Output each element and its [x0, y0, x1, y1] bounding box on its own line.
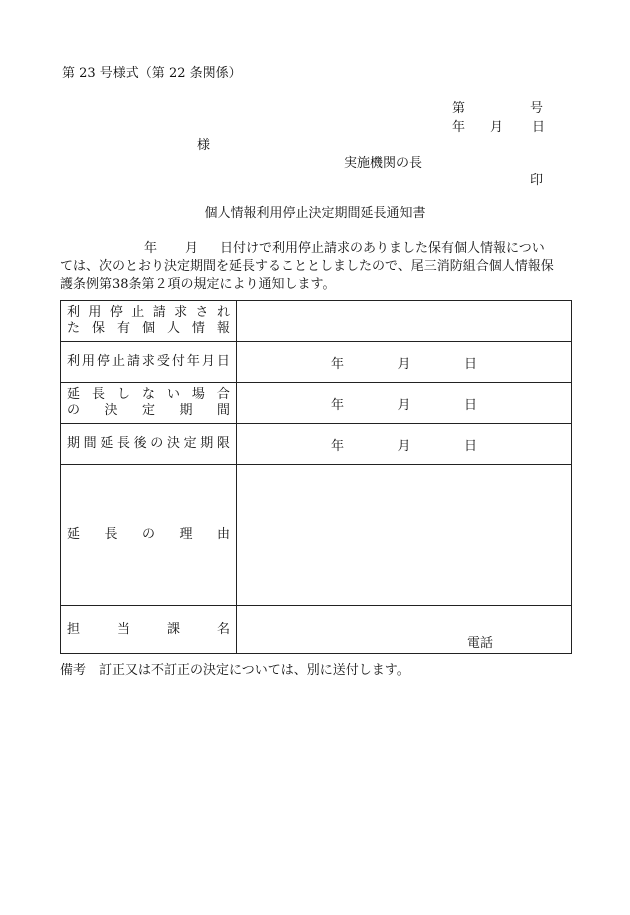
row-label-char: 延 — [100, 436, 114, 451]
row-label-char: 求 — [141, 354, 155, 369]
row-value — [237, 606, 572, 654]
date-unit-tsuki: 月 — [397, 438, 411, 454]
row-label-char: 求 — [174, 305, 188, 320]
row-label — [61, 606, 237, 654]
row-label-char: さ — [195, 305, 209, 320]
row-label-char: 利 — [67, 354, 81, 369]
row-label-char: 理 — [179, 527, 193, 542]
row-label-char: 長 — [104, 527, 118, 542]
body-year: 年 — [144, 241, 158, 256]
row-label-char: 定 — [141, 403, 155, 418]
row-label-char: 止 — [131, 305, 145, 320]
row-extended-deadline — [61, 424, 572, 465]
row-label-char: し — [116, 387, 130, 402]
row-label-char: 長 — [116, 436, 130, 451]
date-placeholder — [237, 394, 571, 413]
row-label-line — [67, 354, 230, 370]
row-label-char: 月 — [201, 354, 215, 369]
row-label-char: 用 — [88, 305, 102, 320]
row-label-line — [67, 305, 230, 321]
row-standard-period — [61, 383, 572, 424]
row-label-line — [67, 387, 230, 403]
row-label-char: 定 — [183, 436, 197, 451]
body-line-1-text: 日付けで利用停止請求のありました保有個人情報につい — [220, 241, 545, 256]
row-label-char: 限 — [216, 436, 230, 451]
date-placeholder — [237, 353, 571, 372]
date-unit-tsuki: 月 — [397, 356, 411, 372]
body-line-2: ては、次のとおり決定期間を延長することとしましたので、尾三消防組合個人情報保 — [60, 259, 554, 274]
row-label — [61, 383, 237, 424]
date-placeholder — [237, 435, 571, 454]
row-label-char: 停 — [96, 354, 110, 369]
row-label-line — [67, 622, 230, 638]
row-label-char: 個 — [141, 321, 155, 336]
row-value — [237, 424, 572, 465]
row-label-char: 長 — [91, 387, 105, 402]
issue-number-suffix: 号 — [530, 101, 544, 116]
issue-date-year: 年 — [452, 120, 466, 135]
row-label-char: 人 — [166, 321, 180, 336]
remarks-note: 備考 訂正又は不訂正の決定については、別に送付します。 — [60, 663, 410, 678]
date-unit-tsuki: 月 — [397, 397, 411, 413]
row-label — [61, 342, 237, 383]
row-label-char: 止 — [111, 354, 125, 369]
row-label-char: 延 — [67, 527, 81, 542]
row-responsible-section — [61, 606, 572, 654]
row-label-line — [67, 321, 230, 337]
row-label-char: 間 — [83, 436, 97, 451]
row-label-char: 付 — [171, 354, 185, 369]
row-label-char: 停 — [109, 305, 123, 320]
date-unit-hi: 日 — [463, 438, 477, 454]
row-label-line — [67, 527, 230, 543]
row-label-char: た — [67, 321, 81, 336]
row-label-char: 報 — [216, 321, 230, 336]
row-label-char: な — [141, 387, 155, 402]
row-label-char: 名 — [216, 621, 230, 637]
row-label-char: 合 — [216, 387, 230, 402]
body-line-1 — [60, 240, 576, 258]
row-label-char: 後 — [133, 436, 147, 451]
row-label-char: 保 — [91, 321, 105, 336]
row-label-char: 課 — [166, 621, 180, 637]
row-label-char: 期 — [200, 436, 214, 451]
row-label-char: 情 — [191, 321, 205, 336]
row-label-char: 利 — [67, 305, 81, 320]
form-number-title: 第 23 号様式（第 22 条関係） — [62, 66, 242, 81]
issue-date-month: 月 — [490, 120, 504, 135]
row-target-info — [61, 301, 572, 342]
notice-body — [60, 240, 576, 294]
issuing-organization-head: 実施機関の長 — [344, 156, 423, 171]
row-label-char: 延 — [67, 387, 81, 402]
row-label-char: れ — [216, 305, 230, 320]
row-label-char: の — [150, 436, 164, 451]
row-label-char: 請 — [126, 354, 140, 369]
notice-table — [60, 300, 572, 654]
row-value — [237, 342, 572, 383]
date-unit-hi: 日 — [463, 397, 477, 413]
phone-label: 電話 — [467, 636, 494, 651]
row-extension-reason — [61, 465, 572, 606]
row-value — [237, 383, 572, 424]
row-label-char: 期 — [67, 436, 81, 451]
row-label-char: 年 — [186, 354, 200, 369]
row-value — [237, 465, 572, 606]
seal-mark: 印 — [530, 173, 544, 188]
row-label-char: の — [141, 527, 155, 542]
row-label-char: 日 — [216, 354, 230, 369]
row-label-char: 場 — [191, 387, 205, 402]
row-label-char: 期 — [179, 403, 193, 418]
body-month: 月 — [185, 241, 199, 256]
row-label-char: い — [166, 387, 180, 402]
document-title: 個人情報利用停止決定期間延長通知書 — [204, 206, 426, 221]
date-unit-nen: 年 — [331, 356, 345, 372]
row-receipt-date — [61, 342, 572, 383]
row-label-char: 決 — [166, 436, 180, 451]
row-label-char: 用 — [81, 354, 95, 369]
issue-number-prefix: 第 — [452, 101, 466, 116]
row-label — [61, 301, 237, 342]
date-unit-nen: 年 — [331, 438, 345, 454]
row-label-char: 当 — [116, 621, 130, 637]
date-unit-nen: 年 — [331, 397, 345, 413]
issue-date-day: 日 — [532, 120, 546, 135]
row-label-char: 受 — [156, 354, 170, 369]
row-label-char: の — [67, 403, 81, 418]
row-label-char: 有 — [116, 321, 130, 336]
date-unit-hi: 日 — [463, 356, 477, 372]
addressee-suffix: 様 — [197, 138, 211, 153]
body-line-3: 護条例第38条第２項の規定により通知します。 — [60, 277, 336, 292]
row-label — [61, 465, 237, 606]
row-label-char: 間 — [216, 403, 230, 418]
row-label-char: 決 — [104, 403, 118, 418]
row-label-char: 請 — [152, 305, 166, 320]
row-label-line — [67, 436, 230, 452]
row-value — [237, 301, 572, 342]
row-label-char: 担 — [67, 621, 81, 637]
row-label-char: 由 — [216, 527, 230, 542]
row-label-line — [67, 403, 230, 419]
row-label — [61, 424, 237, 465]
